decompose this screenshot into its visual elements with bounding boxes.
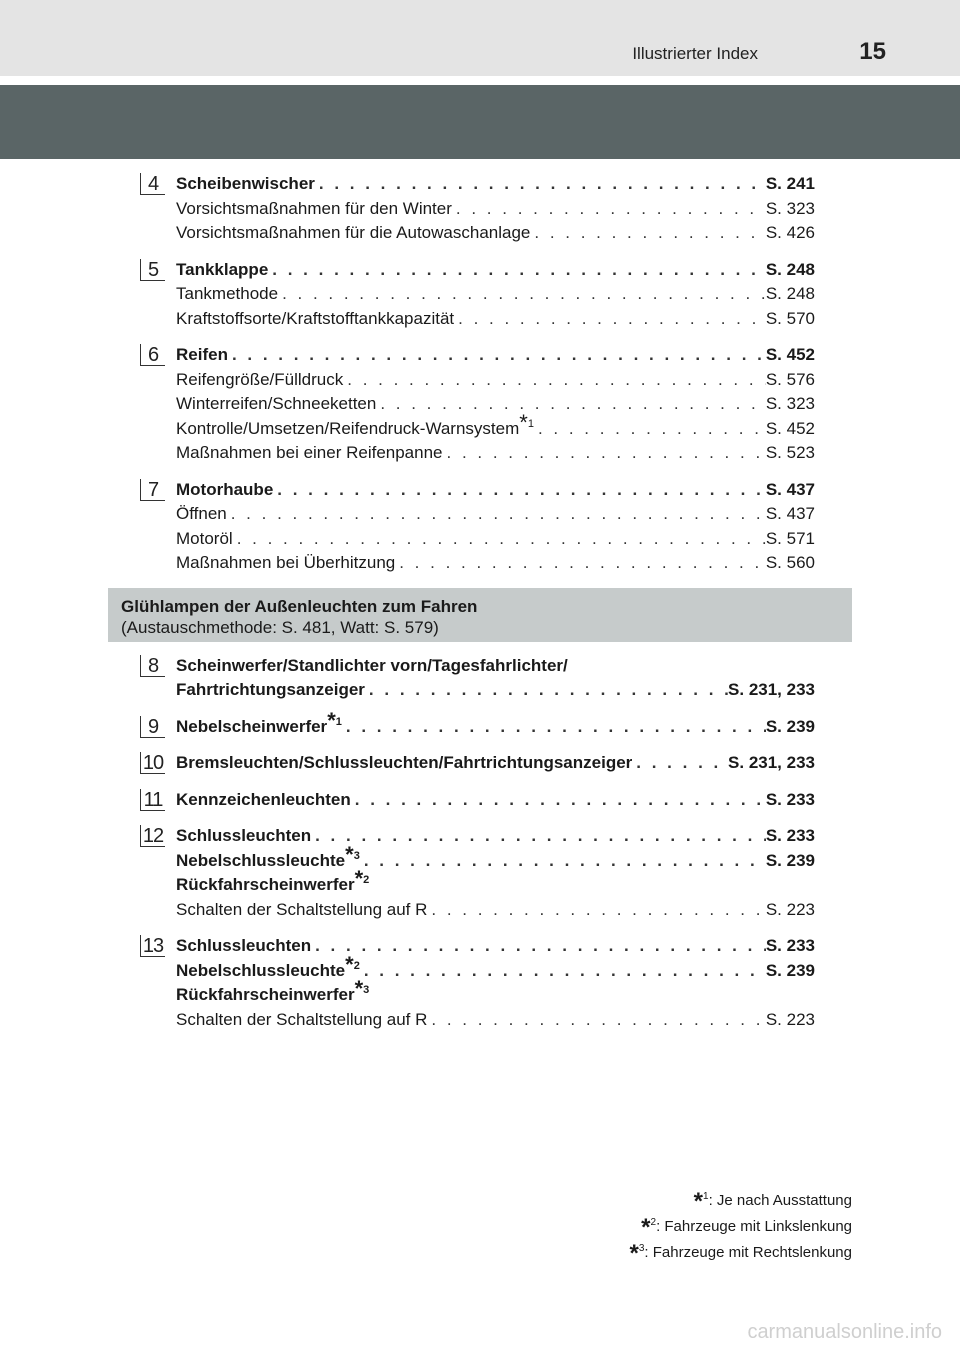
footnote-marker: *2 — [345, 951, 360, 977]
page-reference[interactable]: S. 231, 233 — [728, 753, 815, 772]
header-image-band — [0, 85, 960, 159]
dot-leader — [233, 527, 766, 552]
header-band — [0, 0, 960, 76]
footnote-marker: *2 — [354, 866, 370, 891]
entry-label: Bremsleuchten/Schlussleuchten/Fahrtrichtungsanzeiger — [176, 753, 633, 772]
footnote-marker: *3 — [345, 841, 360, 867]
entry-label: Reifen — [176, 345, 228, 364]
index-row — [176, 788, 815, 813]
index-row — [176, 392, 815, 417]
page-reference[interactable]: S. 231, 233 — [728, 680, 815, 699]
index-row — [176, 478, 815, 503]
callout-number: 10 — [140, 752, 165, 774]
callout-number: 5 — [140, 259, 165, 281]
callout-number: 12 — [140, 825, 165, 847]
index-row — [176, 502, 815, 527]
index-entries-lamps — [0, 654, 960, 1033]
dot-leader — [278, 282, 766, 307]
index-entry-group — [0, 788, 960, 813]
index-entry-group — [0, 707, 960, 740]
page-reference[interactable]: S. 426 — [765, 223, 815, 242]
entry-label: Rückfahrscheinwerfer — [176, 985, 355, 1004]
dot-leader — [351, 788, 766, 813]
index-row — [176, 172, 815, 197]
index-row — [176, 307, 815, 332]
footnote-marker: *1 — [519, 409, 534, 435]
page-reference[interactable]: S. 452 — [765, 345, 815, 364]
dot-leader — [268, 258, 766, 283]
index-row — [176, 934, 815, 959]
index-row — [176, 197, 815, 222]
index-entry-group — [0, 172, 960, 246]
footnotes — [629, 1186, 852, 1267]
callout-number: 11 — [140, 789, 165, 811]
dot-leader — [311, 934, 766, 959]
page-reference[interactable]: S. 233 — [765, 789, 815, 809]
index-row — [176, 551, 815, 576]
dot-leader — [315, 172, 766, 197]
entry-label: Tankklappe — [176, 259, 269, 279]
entry-label: Nebelschlussleuchte — [176, 960, 346, 980]
page-reference[interactable]: S. 223 — [765, 1009, 815, 1029]
index-row — [176, 824, 815, 849]
entry-label: Rückfahrscheinwerfer — [176, 875, 355, 894]
index-entry-group — [0, 258, 960, 332]
section-subtitle: (Austauschmethode: S. 481, Watt: S. 579) — [121, 617, 439, 637]
callout-number: 8 — [140, 655, 165, 677]
index-entry-group — [0, 824, 960, 922]
entry-label: Motoröl — [176, 528, 233, 548]
index-entry-group — [0, 654, 960, 703]
dot-leader — [443, 441, 766, 466]
entry-label: Scheibenwischer — [176, 174, 315, 193]
index-entry-group — [0, 934, 960, 1032]
dot-leader — [452, 197, 766, 222]
page-reference[interactable]: S. 571 — [765, 528, 815, 548]
entry-label: Kraftstoffsorte/Kraftstofftankkapazität — [176, 308, 455, 328]
callout-number: 13 — [140, 935, 165, 957]
dot-leader — [273, 478, 766, 503]
page-reference[interactable]: S. 239 — [765, 716, 815, 736]
index-row — [176, 221, 815, 246]
dot-leader — [228, 343, 766, 368]
page-reference[interactable]: S. 239 — [765, 850, 815, 870]
index-entry-group — [0, 343, 960, 466]
entry-label: Öffnen — [176, 504, 227, 523]
dot-leader — [365, 678, 728, 703]
entry-label: Scheinwerfer/Standlichter vorn/Tagesfahrlichter/ — [176, 655, 568, 675]
page-reference[interactable]: S. 452 — [765, 418, 815, 438]
page-reference[interactable]: S. 437 — [765, 479, 815, 499]
dot-leader — [311, 824, 766, 849]
entry-label: Kennzeichenleuchten — [176, 789, 351, 809]
dot-leader — [360, 849, 766, 874]
footnote-marker: *1 — [327, 707, 342, 733]
section-header — [108, 588, 852, 642]
index-row — [176, 654, 815, 679]
index-row — [176, 368, 815, 393]
callout-number: 6 — [140, 344, 165, 366]
callout-number: 9 — [140, 716, 165, 738]
dot-leader — [427, 898, 765, 923]
index-row — [176, 751, 815, 776]
index-row — [176, 527, 815, 552]
footnote-3: *$^3$: Fahrzeuge mit Rechtslenkung — [629, 1240, 852, 1267]
callout-number: 4 — [140, 173, 165, 195]
entry-label: Nebelschlussleuchte — [176, 850, 346, 870]
index-content — [0, 172, 960, 1044]
index-row — [176, 951, 815, 984]
entry-label: Schlussleuchten — [176, 936, 312, 955]
entry-label: Reifengröße/Fülldruck — [176, 369, 344, 389]
page-reference[interactable]: S. 576 — [765, 369, 815, 389]
entry-label: Fahrtrichtungsanzeiger — [176, 680, 365, 699]
dot-leader — [395, 551, 766, 576]
index-entry-group — [0, 478, 960, 576]
entry-label: Maßnahmen bei Überhitzung — [176, 553, 396, 572]
index-row — [176, 841, 815, 874]
entry-label: Vorsichtsmaßnahmen für den Winter — [176, 198, 452, 218]
watermark: carmanualsonline.info — [747, 1321, 942, 1343]
index-row — [176, 409, 815, 442]
entry-label: Tankmethode — [176, 284, 279, 303]
index-row — [176, 343, 815, 368]
dot-leader — [227, 502, 766, 527]
index-row — [176, 707, 815, 740]
section-title: Glühlampen der Außenleuchten zum Fahren — [121, 596, 478, 616]
index-row — [176, 976, 815, 1008]
dot-leader — [454, 307, 766, 332]
entry-label: Schalten der Schaltstellung auf R — [176, 1009, 428, 1029]
index-entries-exterior — [0, 172, 960, 576]
page-reference[interactable]: S. 323 — [765, 394, 815, 413]
dot-leader — [342, 715, 766, 740]
index-row — [176, 866, 815, 898]
index-row — [176, 258, 815, 283]
entry-label: Schalten der Schaltstellung auf R — [176, 899, 428, 919]
index-row — [176, 678, 815, 703]
dot-leader — [530, 221, 765, 246]
page-reference[interactable]: S. 560 — [765, 553, 815, 572]
footnote-2: *$^2$: Fahrzeuge mit Linkslenkung — [641, 1214, 852, 1241]
page-reference[interactable]: S. 233 — [765, 826, 815, 845]
index-entry-group — [0, 751, 960, 776]
header-title: Illustrierter Index — [632, 44, 758, 63]
dot-leader — [343, 368, 766, 393]
page-reference[interactable]: S. 223 — [765, 899, 815, 919]
dot-leader — [376, 392, 766, 417]
dot-leader — [427, 1008, 765, 1033]
entry-label: Kontrolle/Umsetzen/Reifendruck-Warnsystem — [176, 418, 520, 438]
index-row — [176, 1008, 815, 1033]
page-reference[interactable]: S. 248 — [765, 259, 815, 279]
callout-number: 7 — [140, 479, 165, 501]
page-reference[interactable]: S. 233 — [765, 936, 815, 955]
entry-label: Motorhaube — [176, 479, 274, 499]
page-number: 15 — [859, 38, 886, 65]
page-reference[interactable]: S. 437 — [765, 504, 815, 523]
dot-leader — [534, 417, 766, 442]
entry-label: Winterreifen/Schneeketten — [176, 394, 377, 413]
page-reference[interactable]: S. 248 — [765, 284, 815, 303]
footnote-1: *$^1$: Je nach Ausstattung — [693, 1188, 852, 1215]
index-row — [176, 441, 815, 466]
entry-label: Vorsichtsmaßnahmen für die Autowaschanlage — [176, 223, 531, 242]
dot-leader — [632, 751, 728, 776]
page-reference[interactable]: S. 323 — [765, 198, 815, 218]
index-row — [176, 898, 815, 923]
index-row — [176, 282, 815, 307]
page-reference[interactable]: S. 523 — [765, 443, 815, 462]
footnote-marker: *3 — [354, 976, 370, 1001]
page-reference[interactable]: S. 241 — [765, 174, 815, 193]
dot-leader — [360, 959, 766, 984]
entry-label: Nebelscheinwerfer — [176, 716, 328, 736]
entry-label: Schlussleuchten — [176, 826, 312, 845]
page-reference[interactable]: S. 570 — [765, 308, 815, 328]
entry-label: Maßnahmen bei einer Reifenpanne — [176, 443, 443, 462]
page-reference[interactable]: S. 239 — [765, 960, 815, 980]
